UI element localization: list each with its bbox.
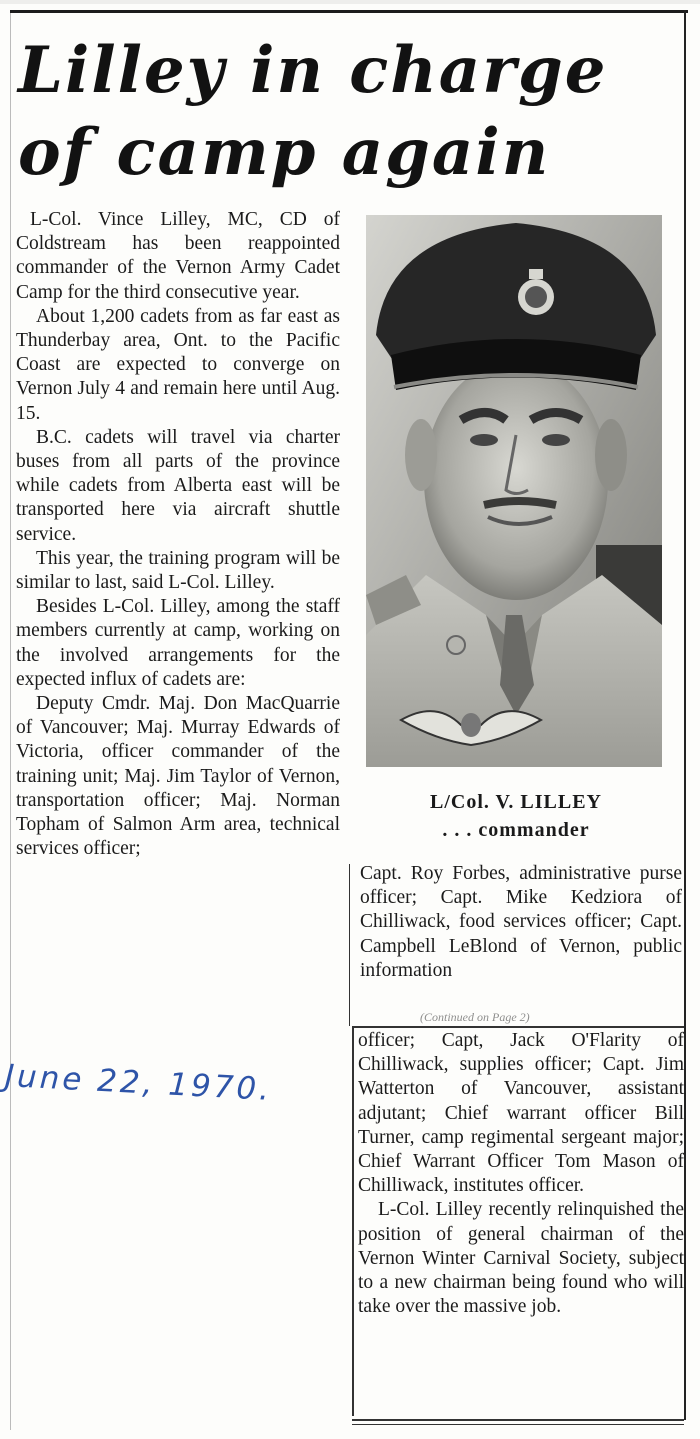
headline-line-2: of camp again (18, 115, 551, 190)
column-divider (352, 1026, 354, 1416)
headline (18, 30, 678, 194)
section-rule (352, 1026, 684, 1028)
handwritten-date: June 22, 1970. (4, 1058, 273, 1108)
bottom-rule (352, 1419, 684, 1421)
article-left-column (16, 208, 340, 861)
article-paragraph: About 1,200 cadets from as far east as Thunderbay area, Ont. to the Pacific Coast are expected to converge on Vernon July 4 and remain here until Aug. 15. (16, 305, 340, 424)
right-rule (684, 10, 686, 1420)
article-paragraph: Deputy Cmdr. Maj. Don MacQuarrie of Vancouver; Maj. Murray Edwards of Victoria, officer commander of the training unit; Maj. Jim Taylor of Vernon, transportation officer; Maj. Norman Topham of Salmon Arm area, technical services officer; (16, 693, 340, 860)
headline-line-1: Lilley in charge (18, 33, 608, 108)
column-divider (349, 864, 350, 1026)
caption-name: L/Col. V. LILLEY (430, 791, 602, 813)
paper-edge (0, 0, 700, 4)
clipping-left-edge (10, 10, 11, 1430)
article-paragraph: This year, the training program will be similar to last, said L-Col. Lilley. (16, 547, 340, 594)
caption-title: . . . commander (442, 819, 590, 841)
portrait-photo (366, 215, 662, 767)
article-paragraph: officer; Capt, Jack O'Flarity of Chilliwack, supplies officer; Capt. Jim Watterton of Vancouver, assistant adjutant; Chief warrant officer Bill Turner, camp regimental sergeant major; Chief Warrant Officer Tom Mason of Chilliwack, institutes officer. (358, 1030, 684, 1197)
article-paragraph: L-Col. Lilley recently relinquished the position of general chairman of the Vernon Winter Carnival Society, subject to a new chairman being found who will take over the massive job. (358, 1199, 684, 1318)
top-rule (10, 10, 688, 13)
portrait-illustration (366, 215, 662, 767)
article-right-column (358, 1029, 684, 1319)
article-paragraph: L-Col. Vince Lilley, MC, CD of Coldstream has been reappointed commander of the Vernon Army Cadet Camp for the third consecutive year. (16, 209, 340, 303)
article-paragraph: Capt. Roy Forbes, administrative purse officer; Capt. Mike Kedziora of Chilliwack, food services officer; Capt. Campbell LeBlond of Vernon, public information (360, 863, 682, 981)
article-middle-column (360, 862, 682, 983)
article-paragraph: B.C. cadets will travel via charter buses from all parts of the province while cadets from Alberta east will be transported here via aircraft shuttle service. (16, 426, 340, 545)
photo-caption (356, 788, 676, 844)
continued-note: (Continued on Page 2) (420, 1010, 530, 1024)
bottom-rule (352, 1424, 684, 1425)
article-paragraph: Besides L-Col. Lilley, among the staff members currently at camp, working on the involved arrangements for the expected influx of cadets are: (16, 596, 340, 690)
